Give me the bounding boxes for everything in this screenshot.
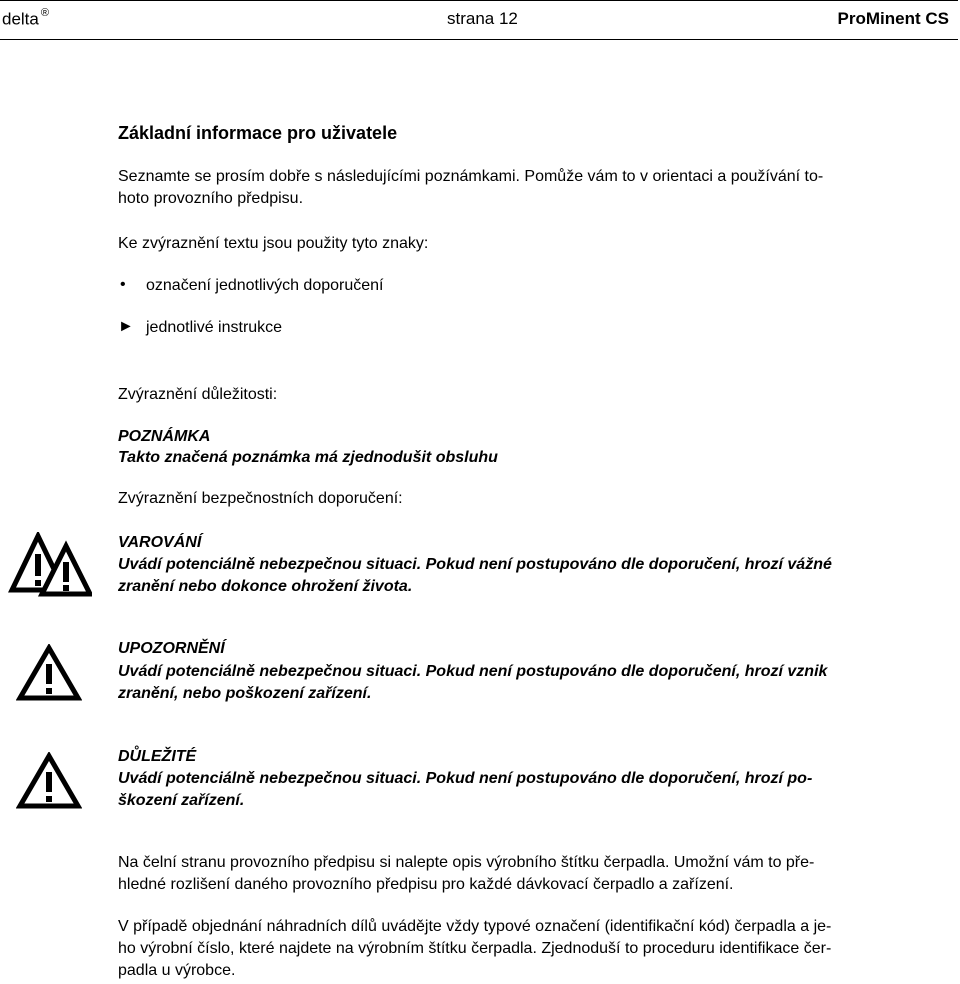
important-title: DŮLEŽITÉ xyxy=(118,748,197,765)
emphasis-intro: Ke zvýraznění textu jsou použity tyto znaky: xyxy=(118,235,429,252)
double-warning-triangle-icon xyxy=(8,532,92,598)
warning-triangle-icon xyxy=(16,644,82,702)
arrow-symbol: ► xyxy=(118,318,134,335)
section-title: Základní informace pro uživatele xyxy=(118,123,398,143)
arrow-text: jednotlivé instrukce xyxy=(146,319,283,336)
registered-mark: ® xyxy=(40,7,49,19)
warning-line-2: zranění nebo dokonce ohrožení života. xyxy=(118,578,413,595)
caution-title: UPOZORNĚNÍ xyxy=(118,640,225,657)
important-line-2: škození zařízení. xyxy=(118,792,245,809)
header-brand: delta ® xyxy=(2,7,49,29)
intro-line-1: Seznamte se prosím dobře s následujícími poznámkami. Pomůže vám to v orientaci a používání to- xyxy=(118,168,824,185)
warning-title: VAROVÁNÍ xyxy=(118,534,202,551)
order-paragraph-line-3: padla u výrobce. xyxy=(118,962,236,979)
caution-line-1: Uvádí potenciálně nebezpečnou situaci. Pokud není postupováno dle doporučení, hrozí vznik xyxy=(118,663,828,680)
warning-line-1: Uvádí potenciálně nebezpečnou situaci. Pokud není postupováno dle doporučení, hrozí vážné xyxy=(118,556,832,573)
caution-line-2: zranění, nebo poškození zařízení. xyxy=(118,685,372,702)
important-line-1: Uvádí potenciálně nebezpečnou situaci. Pokud není postupováno dle doporučení, hrozí po- xyxy=(118,770,813,787)
note-text: Takto značená poznámka má zjednodušit obsluhu xyxy=(118,449,498,466)
page-header xyxy=(0,0,958,40)
order-paragraph-line-2: ho výrobní číslo, které najdete na výrobním štítku čerpadla. Zjednoduší to proceduru identifikace čer- xyxy=(118,940,832,957)
label-paragraph-line-2: hledné rozlišení daného provozního předpisu pro každé dávkovací čerpadlo a zařízení. xyxy=(118,876,734,893)
safety-label: Zvýraznění bezpečnostních doporučení: xyxy=(118,490,403,507)
bullet-symbol: • xyxy=(120,276,126,293)
order-paragraph-line-1: V případě objednání náhradních dílů uvádějte vždy typové označení (identifikační kód) čerpadla a je- xyxy=(118,918,832,935)
label-paragraph-line-1: Na čelní stranu provozního předpisu si nalepte opis výrobního štítku čerpadla. Umožní vám to pře- xyxy=(118,854,815,871)
intro-line-2: hoto provozního předpisu. xyxy=(118,190,304,207)
header-company: ProMinent CS xyxy=(837,9,949,28)
bullet-text: označení jednotlivých doporučení xyxy=(146,277,384,294)
warning-triangle-icon xyxy=(16,752,82,810)
note-title: POZNÁMKA xyxy=(118,428,211,445)
importance-label: Zvýraznění důležitosti: xyxy=(118,386,278,403)
header-page-number: strana 12 xyxy=(447,9,518,28)
